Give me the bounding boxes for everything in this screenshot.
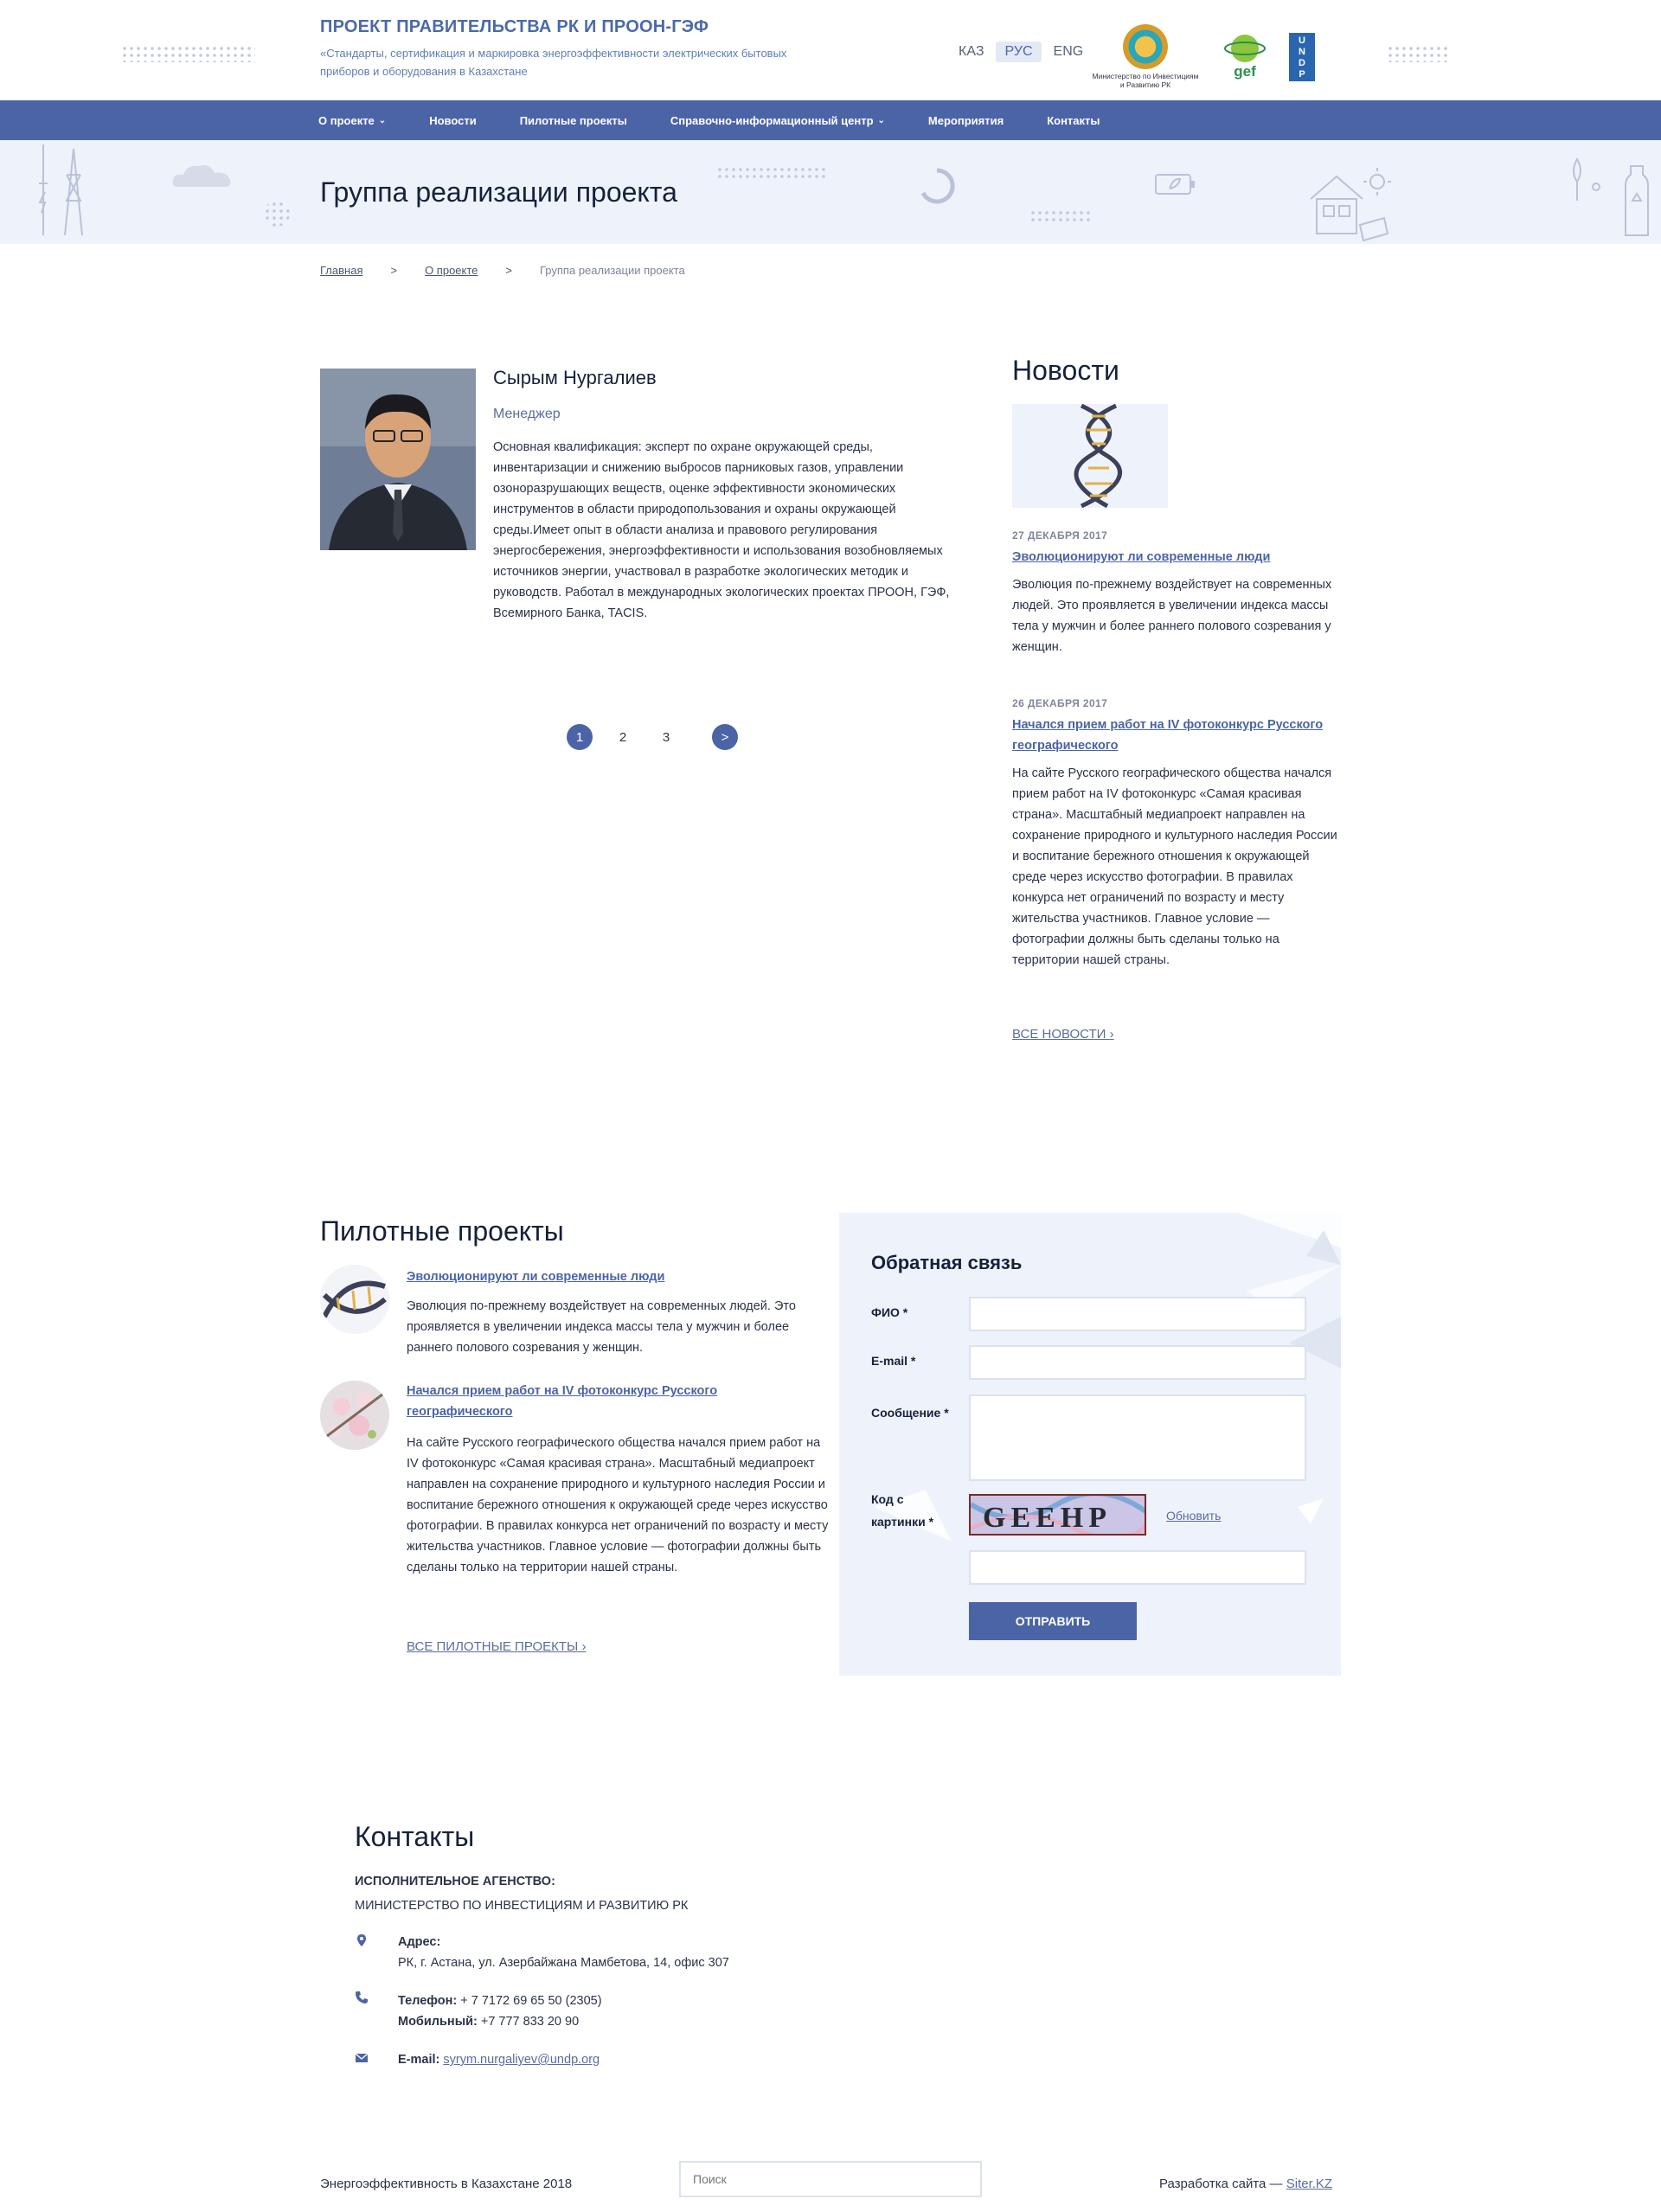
- lang-eng[interactable]: ENG: [1053, 44, 1084, 59]
- news-link[interactable]: Эволюционируют ли современные люди: [1012, 550, 1271, 564]
- nav-item-news[interactable]: Новости: [429, 113, 477, 127]
- page-2-button[interactable]: 2: [619, 729, 627, 745]
- main-content: [0, 244, 1661, 1295]
- news-title: Новости: [1012, 355, 1119, 386]
- gef-text: gef: [1234, 63, 1256, 80]
- pilot-text: Эволюция по-прежнему воздействует на современных людей. Это проявляется в увеличении индекса массы тела у мужчин и более раннего полового созревания у женщин.: [407, 1299, 796, 1355]
- chevron-down-icon: ⌄: [877, 115, 885, 125]
- news-date: 27 ДЕКАБРЯ 2017: [1012, 529, 1108, 542]
- breadcrumb-separator: >: [505, 264, 512, 277]
- language-switcher: [950, 42, 1092, 62]
- email-label: E-mail *: [871, 1354, 916, 1368]
- main-nav: [0, 100, 1661, 140]
- battery-icon: [1154, 171, 1197, 197]
- breadcrumb-home[interactable]: Главная: [320, 264, 363, 277]
- brand-subtitle: «Стандарты, сертификация и маркировка энергоэффективности электрических бытовых приборов и оборудования в Казахстане: [320, 47, 787, 78]
- fio-label: ФИО *: [871, 1305, 908, 1319]
- feedback-title: Обратная связь: [871, 1252, 1023, 1273]
- pilot-title: Пилотные проекты: [320, 1215, 564, 1247]
- page-3-button[interactable]: 3: [662, 729, 670, 745]
- breadcrumb: [320, 264, 685, 277]
- news-text: Эволюция по-прежнему воздействует на современных людей. Это проявляется в увеличении индекса массы тела у мужчин и более раннего полового созревания у женщин.: [1012, 578, 1332, 654]
- captcha-text: GEEHP: [983, 1502, 1113, 1534]
- mobile-row: Мобильный: +7 777 833 20 90: [398, 2015, 580, 2029]
- captcha-input[interactable]: [969, 1550, 1306, 1585]
- fio-input[interactable]: [969, 1297, 1306, 1331]
- next-page-button[interactable]: >: [712, 724, 738, 750]
- nav-item-pilot-projects[interactable]: Пилотные проекты: [519, 113, 627, 127]
- decorative-dots: [264, 201, 290, 227]
- decorative-dots: [716, 166, 825, 180]
- cloud-icon: [170, 159, 235, 190]
- power-tower-icon: [35, 140, 104, 235]
- all-news-link[interactable]: ВСЕ НОВОСТИ ›: [1012, 1027, 1114, 1042]
- kazakhstan-emblem-icon: [1123, 24, 1168, 69]
- captcha-svg: [971, 1496, 1146, 1536]
- agency-name: МИНИСТЕРСТВО ПО ИНВЕСТИЦИЯМ И РАЗВИТИЮ РК: [355, 1899, 689, 1913]
- ministry-logo[interactable]: [1092, 24, 1199, 89]
- address-value: РК, г. Астана, ул. Азербайжана Мамбетова, 14, офис 307: [398, 1956, 729, 1970]
- pilot-thumbnail[interactable]: [320, 1265, 389, 1334]
- message-textarea[interactable]: [969, 1395, 1306, 1481]
- submit-button[interactable]: ОТПРАВИТЬ: [969, 1602, 1137, 1640]
- site-header: [0, 0, 1661, 100]
- nav-item-events[interactable]: Мероприятия: [927, 113, 1004, 127]
- decorative-dots: [1387, 45, 1451, 62]
- agency-label: ИСПОЛНИТЕЛЬНОЕ АГЕНСТВО:: [355, 1875, 555, 1888]
- refresh-captcha-link[interactable]: Обновить: [1166, 1509, 1222, 1523]
- house-solar-icon: [1306, 164, 1393, 244]
- chevron-right-icon: ›: [581, 1639, 587, 1654]
- loading-ring-icon: [917, 166, 957, 206]
- blossom-image: [320, 1381, 389, 1450]
- decorative-dots: [1029, 209, 1093, 223]
- captcha-label: Код с картинки *: [871, 1492, 934, 1529]
- chevron-down-icon: ⌄: [378, 115, 387, 125]
- captcha-image: [969, 1494, 1146, 1536]
- news-text: На сайте Русского географического общества начался прием работ на IV фотоконкурс «Самая красивая страна». Масштабный медиапроект направлен на сохранение природного и культурного наследия России и воспитание бережного отношения к окружающей среде через искусство фотографии. В правилах конкурса нет ограничений по возрасту и месту жительства участников. Главное условие — фотографии должны быть сделаны только на территории нашей страны.: [1012, 766, 1337, 967]
- brand-title: ПРОЕКТ ПРАВИТЕЛЬСТВА РК И ПРООН-ГЭФ: [320, 17, 709, 36]
- phone-row: Телефон: + 7 7172 69 65 50 (2305): [398, 1994, 602, 2008]
- mobile-value: +7 777 833 20 90: [480, 2015, 580, 2029]
- pilot-link[interactable]: Начался прием работ на IV фотоконкурс Русского географического: [407, 1384, 718, 1419]
- address-label: Адрес:: [398, 1935, 441, 1949]
- page-title: Группа реализации проекта: [320, 176, 677, 208]
- footer-developer: Разработка сайта — Siter.KZ: [1159, 2177, 1333, 2191]
- dna-image: [320, 1265, 389, 1334]
- envelope-icon: [355, 2051, 369, 2065]
- search-input[interactable]: [679, 2161, 982, 2197]
- person-role: Менеджер: [493, 407, 561, 421]
- lang-kaz[interactable]: КАЗ: [959, 44, 984, 59]
- person-avatar-image: [320, 369, 476, 550]
- nav-item-info-center[interactable]: Справочно-информационный центр ⌄: [670, 113, 885, 127]
- breadcrumb-current: Группа реализации проекта: [540, 264, 685, 277]
- nav-item-contacts[interactable]: Контакты: [1047, 113, 1100, 127]
- contacts-title: Контакты: [355, 1821, 475, 1852]
- bottle-tree-icon: [1562, 157, 1657, 244]
- lang-rus[interactable]: РУС: [996, 42, 1041, 62]
- undp-logo[interactable]: [1289, 33, 1315, 81]
- dna-image: [1012, 404, 1168, 508]
- phone-value: + 7 7172 69 65 50 (2305): [460, 1994, 602, 2008]
- footer-copyright: Энергоэффективность в Казахстане 2018: [320, 2177, 573, 2191]
- pilot-link[interactable]: Эволюционируют ли современные люди: [407, 1270, 665, 1284]
- breadcrumb-separator: >: [390, 264, 398, 277]
- developer-link[interactable]: Siter.KZ: [1286, 2177, 1333, 2191]
- decorative-dots: [121, 45, 255, 62]
- person-bio: Основная квалификация: эксперт по охране окружающей среды, инвентаризации и снижению выбросов парниковых газов, управлении озоноразрушающих веществ, оценке эффективности экономических инструментов в области природопользования и охраны окружающей среды.Имеет опыт в области анализа и правового регулирования энергосбережения, энергоэффективности и использования возобновляемых источников энергии, участвовал в разработке экологических методик и руководств. Работал в международных экологических проектах ПРООН, ГЭФ, Всемирного Банка, TACIS.: [493, 440, 950, 620]
- pilot-thumbnail[interactable]: [320, 1381, 389, 1450]
- page-1-button[interactable]: 1: [567, 724, 593, 750]
- person-name: Сырым Нургалиев: [493, 367, 657, 388]
- chevron-right-icon: ›: [1109, 1027, 1114, 1042]
- site-footer: [0, 2154, 1661, 2212]
- nav-item-about[interactable]: О проекте ⌄: [318, 113, 387, 127]
- contacts-section: [320, 1778, 1341, 2102]
- news-link[interactable]: Начался прием работ на IV фотоконкурс Русского географического: [1012, 718, 1324, 753]
- message-label: Сообщение *: [871, 1406, 949, 1420]
- pagination: [567, 724, 738, 750]
- brand-block[interactable]: [320, 17, 805, 80]
- email-input[interactable]: [969, 1345, 1306, 1380]
- feedback-form: [839, 1213, 1341, 1676]
- undp-text: U N D P: [1299, 35, 1305, 80]
- phone-icon: [355, 1991, 369, 2004]
- news-date: 26 ДЕКАБРЯ 2017: [1012, 697, 1108, 709]
- email-link[interactable]: syrym.nurgaliyev@undp.org: [443, 2053, 600, 2067]
- map-marker-icon: [355, 1933, 369, 1947]
- pilot-text: На сайте Русского географического общества начался прием работ на IV фотоконкурс «Самая красивая страна». Масштабный медиапроект направлен на сохранение природного и культурного наследия России и воспитание бережного отношения к окружающей среде через искусство фотографии. В правилах конкурса нет ограничений по возрасту и месту жительства участников. Главное условие — фотографии должны быть сделаны только на территории нашей страны.: [407, 1436, 829, 1574]
- person-photo: [320, 369, 476, 550]
- page-hero: [0, 140, 1661, 244]
- ministry-caption: Министерство по Инвестициям и Развитию РК: [1092, 72, 1199, 89]
- email-row: E-mail: syrym.nurgaliyev@undp.org: [398, 2053, 600, 2067]
- all-pilot-projects-link[interactable]: ВСЕ ПИЛОТНЫЕ ПРОЕКТЫ ›: [407, 1639, 587, 1654]
- gef-logo[interactable]: [1223, 31, 1267, 81]
- breadcrumb-about[interactable]: О проекте: [425, 264, 478, 277]
- news-image[interactable]: [1012, 404, 1168, 508]
